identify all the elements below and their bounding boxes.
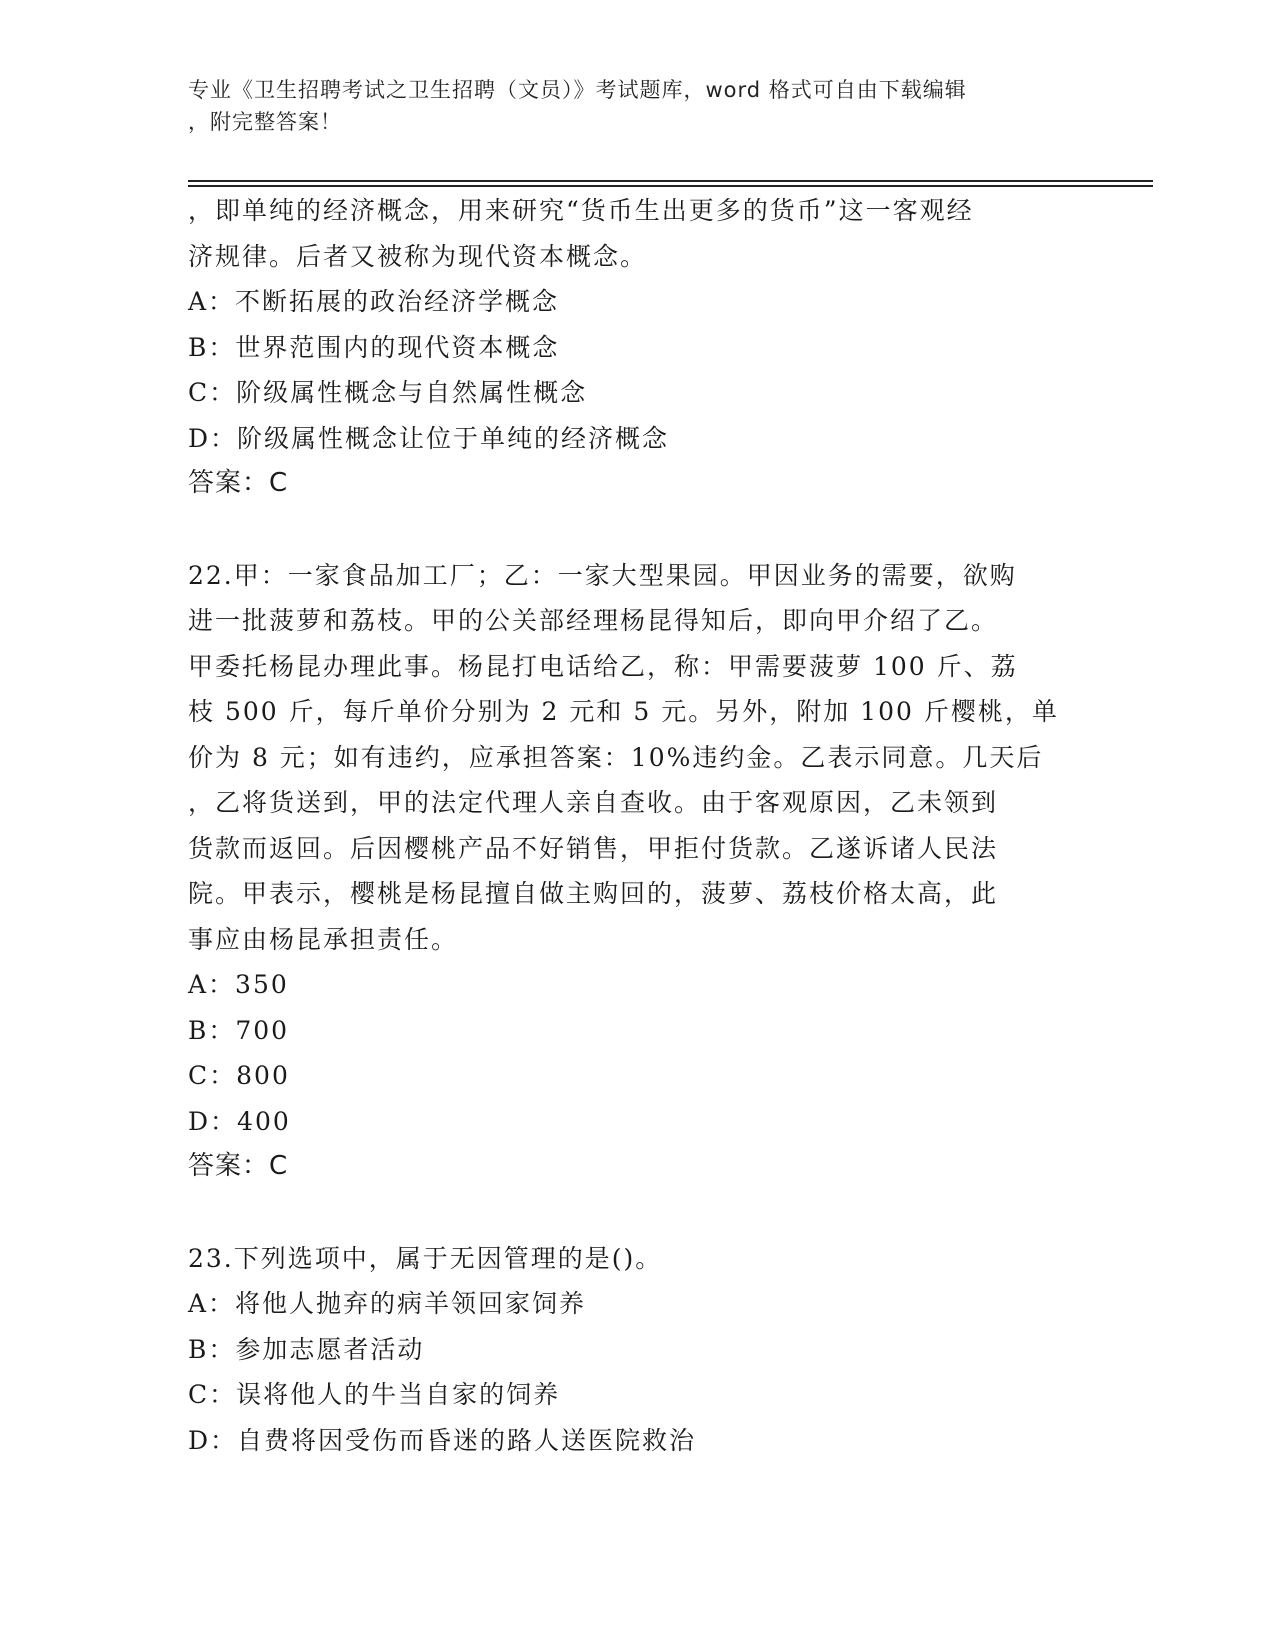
- question-stem-line: 进一批菠萝和荔枝。甲的公关部经理杨昆得知后，即向甲介绍了乙。: [188, 606, 999, 635]
- question-stem-line: 甲委托杨昆办理此事。杨昆打电话给乙，称：甲需要菠萝 100 斤、荔: [188, 651, 1018, 681]
- question-22: [188, 553, 1088, 1190]
- question-21: [188, 188, 1088, 507]
- spacer: [188, 1190, 1088, 1236]
- option-a: A：不断拓展的政治经济学概念: [188, 287, 560, 316]
- question-stem-line: 22.甲：一家食品加工厂；乙：一家大型果园。甲因业务的需要，欲购: [188, 560, 1017, 590]
- header-line-1: 专业《卫生招聘考试之卫生招聘（文员）》考试题库，word 格式可自由下载编辑: [188, 78, 967, 102]
- option-a: A：将他人抛弃的病羊领回家饲养: [188, 1289, 587, 1318]
- spacer: [188, 507, 1088, 553]
- option-d: D：阶级属性概念让位于单纯的经济概念: [188, 423, 670, 453]
- option-a: A：350: [188, 970, 289, 999]
- option-c: C：800: [188, 1061, 290, 1090]
- question-23: [188, 1236, 1088, 1464]
- header-rule-bottom: [188, 185, 1153, 187]
- page-header: [188, 74, 1088, 138]
- header-rule-top: [188, 180, 1153, 182]
- question-stem-line: 院。甲表示，樱桃是杨昆擅自做主购回的，菠萝、荔枝价格太高，此: [188, 879, 999, 908]
- question-content: [188, 188, 1088, 1463]
- header-line-2: ，附完整答案！: [188, 110, 342, 134]
- option-d: D：400: [188, 1106, 291, 1136]
- answer-label: 答案：C: [188, 468, 289, 498]
- question-stem-line: 枝 500 斤，每斤单价分别为 2 元和 5 元。另外，附加 100 斤樱桃，单: [188, 697, 1059, 726]
- option-d: D：自费将因受伤而昏迷的路人送医院救治: [188, 1425, 697, 1455]
- question-stem-line: 价为 8 元；如有违约，应承担答案：10%违约金。乙表示同意。几天后: [188, 742, 1044, 772]
- question-stem-line: ，乙将货送到，甲的法定代理人亲自查收。由于客观原因，乙未领到: [188, 788, 999, 817]
- option-c: C：误将他人的牛当自家的饲养: [188, 1380, 561, 1409]
- option-c: C：阶级属性概念与自然属性概念: [188, 378, 588, 407]
- option-b: B：参加志愿者活动: [188, 1334, 425, 1364]
- question-stem-line: 23.下列选项中，属于无因管理的是()。: [188, 1243, 663, 1273]
- question-stem-line: 货款而返回。后因樱桃产品不好销售，甲拒付货款。乙遂诉诸人民法: [188, 833, 999, 863]
- option-b: B：世界范围内的现代资本概念: [188, 332, 560, 362]
- option-b: B：700: [188, 1015, 290, 1045]
- question-stem-line: 济规律。后者又被称为现代资本概念。: [188, 241, 648, 271]
- answer-label: 答案：C: [188, 1151, 289, 1181]
- question-stem-line: 事应由杨昆承担责任。: [188, 924, 459, 954]
- question-stem-line: ，即单纯的经济概念，用来研究“货币生出更多的货币”这一客观经: [188, 196, 974, 225]
